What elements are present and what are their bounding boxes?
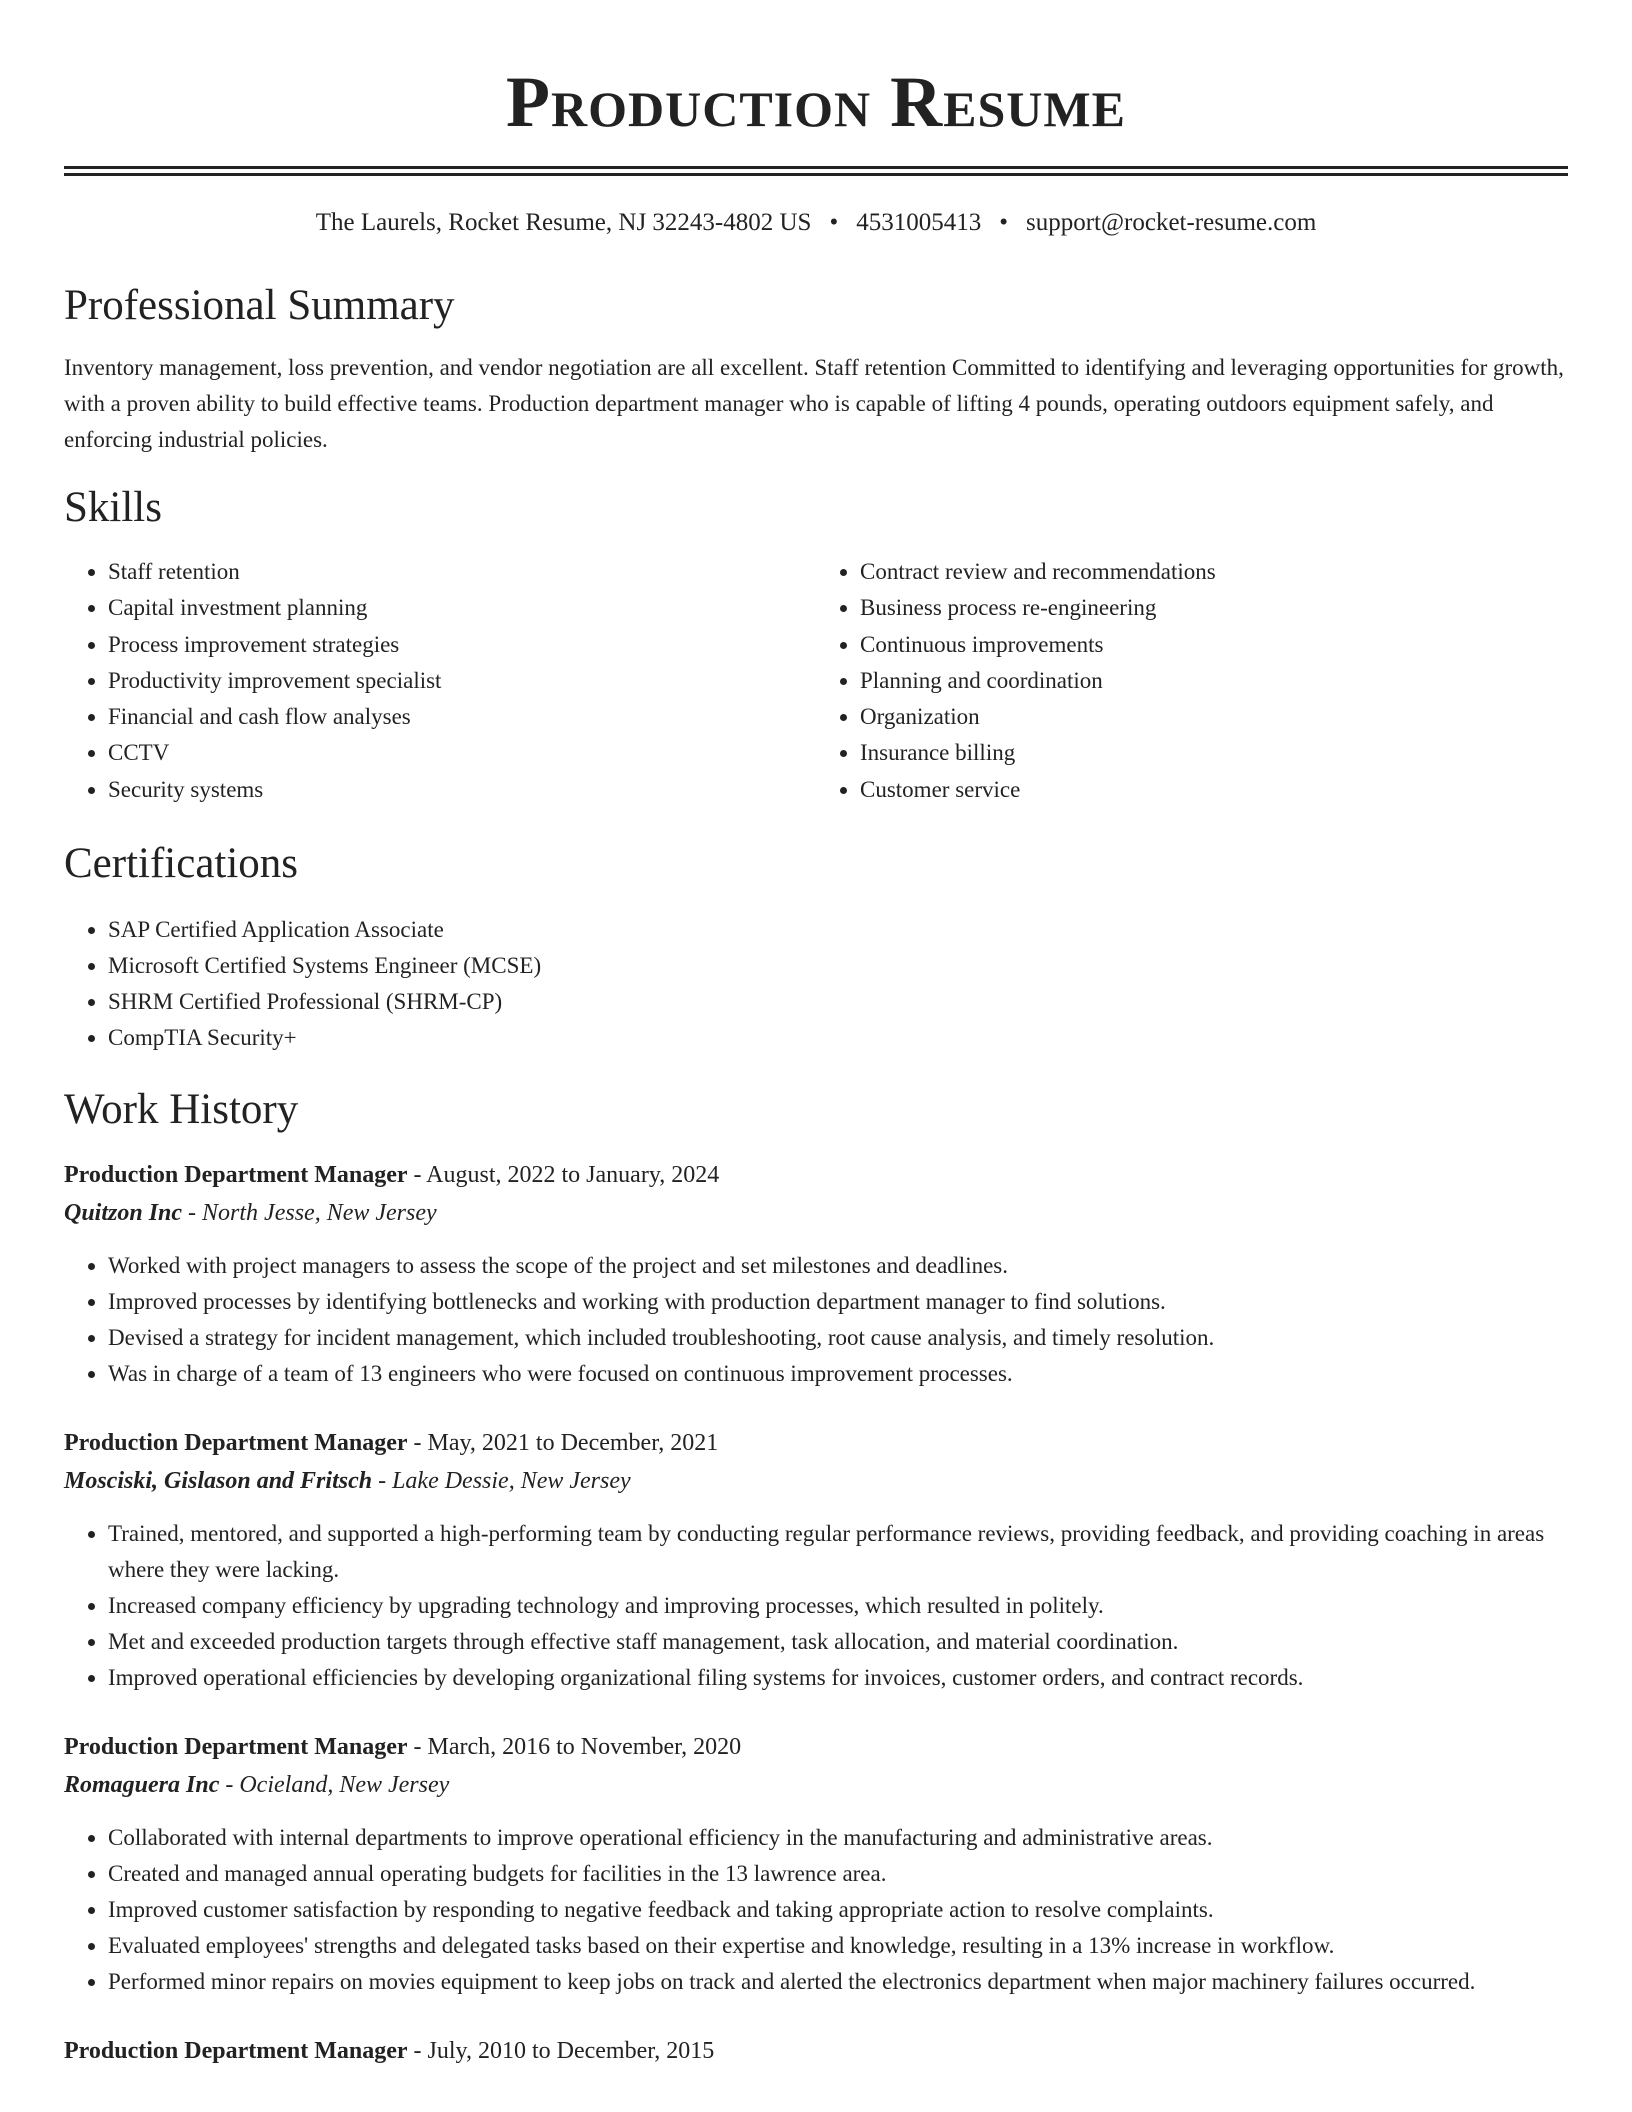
job-bullet: • Evaluated employees' strengths and delegated tasks based on their expertise and knowledge, resulting in a 13% increase in workflow.	[108, 1928, 1568, 1964]
contact-address: The Laurels, Rocket Resume, NJ 32243-4802 US	[315, 209, 812, 236]
job-bullet: • Improved processes by identifying bottlenecks and working with production department manager to find solutions.	[108, 1284, 1568, 1320]
job-title-line	[64, 2032, 1568, 2070]
job-company-line	[64, 1462, 1568, 1500]
job-bullet: • Created and managed annual operating budgets for facilities in the 13 lawrence area.	[108, 1856, 1568, 1892]
job-bullet: • Collaborated with internal departments to improve operational efficiency in the manufacturing and administrative areas.	[108, 1820, 1568, 1856]
job-title-line	[64, 1424, 1568, 1462]
job-dates: - March, 2016 to November, 2020	[407, 1734, 742, 1761]
skills-right-list	[816, 554, 1568, 808]
job-bullet: • Was in charge of a team of 13 engineers who were focused on continuous improvement processes.	[108, 1356, 1568, 1392]
contact-email: support@rocket-resume.com	[1026, 209, 1317, 236]
certification-item: • SAP Certified Application Associate	[108, 912, 1568, 948]
job-title: Production Department Manager	[64, 1734, 408, 1761]
job-title-line	[64, 1156, 1568, 1194]
job-bullet: • Met and exceeded production targets through effective staff management, task allocation, and material coordination.	[108, 1624, 1568, 1660]
summary-text: Inventory management, loss prevention, and vendor negotiation are all excellent. Staff retention Committed to identifying and leveraging opportunities for growth, with a proven ability to build effective teams. Production department manager who is capable of lifting 4 pounds, operating outdoors equipment safely, and enforcing industrial policies.	[64, 355, 1564, 452]
skill-item: • Capital investment planning	[108, 590, 816, 626]
job-company-line	[64, 1194, 1568, 1232]
job-entry	[64, 2032, 1568, 2070]
summary-heading: Professional Summary	[64, 282, 455, 329]
job-bullet: • Improved operational efficiencies by developing organizational filing systems for invoices, customer orders, and contract records.	[108, 1660, 1568, 1696]
work-history-heading: Work History	[64, 1086, 299, 1134]
contact-separator: •	[999, 209, 1008, 236]
job-title: Production Department Manager	[64, 1162, 408, 1189]
job-bullets	[64, 1248, 1568, 1392]
contact-phone: 4531005413	[856, 209, 982, 236]
skill-item: • Customer service	[860, 772, 1568, 808]
job-entry	[64, 1728, 1568, 2000]
job-company-line	[64, 1766, 1568, 1804]
job-bullet: • Trained, mentored, and supported a high-performing team by conducting regular performance reviews, providing feedback, and providing coaching in areas where they were lacking.	[108, 1516, 1568, 1588]
job-location: - Ocieland, New Jersey	[219, 1772, 450, 1799]
skills-heading: Skills	[64, 484, 162, 531]
title-double-rule	[64, 166, 1568, 176]
skill-item: • Contract review and recommendations	[860, 554, 1568, 590]
skills-columns	[64, 554, 1568, 808]
job-title: Production Department Manager	[64, 1430, 408, 1457]
skill-item: • Security systems	[108, 772, 816, 808]
skill-item: • Continuous improvements	[860, 627, 1568, 663]
job-bullet: • Improved customer satisfaction by responding to negative feedback and taking appropriate action to resolve complaints.	[108, 1892, 1568, 1928]
job-location: - Lake Dessie, New Jersey	[372, 1468, 631, 1495]
skill-item: • Staff retention	[108, 554, 816, 590]
job-entry	[64, 1424, 1568, 1696]
skill-item: • Organization	[860, 699, 1568, 735]
job-company: Mosciski, Gislason and Fritsch	[64, 1468, 373, 1495]
job-bullets	[64, 1516, 1568, 1696]
job-bullet: • Worked with project managers to assess the scope of the project and set milestones and deadlines.	[108, 1248, 1568, 1284]
job-bullet: • Performed minor repairs on movies equipment to keep jobs on track and alerted the electronics department when major machinery failures occurred.	[108, 1964, 1568, 2000]
job-title: Production Department Manager	[64, 2038, 408, 2065]
certification-item: • Microsoft Certified Systems Engineer (MCSE)	[108, 948, 1568, 984]
skill-item: • Process improvement strategies	[108, 627, 816, 663]
job-entry	[64, 1156, 1568, 1392]
skills-left-list	[64, 554, 816, 808]
job-company: Romaguera Inc	[64, 1772, 220, 1799]
skill-item: • Insurance billing	[860, 735, 1568, 771]
job-location: - North Jesse, New Jersey	[182, 1200, 437, 1227]
skill-item: • Financial and cash flow analyses	[108, 699, 816, 735]
job-bullet: • Devised a strategy for incident management, which included troubleshooting, root cause analysis, and timely resolution.	[108, 1320, 1568, 1356]
job-dates: - May, 2021 to December, 2021	[407, 1430, 719, 1457]
contact-separator: •	[829, 209, 839, 236]
job-bullets	[64, 1820, 1568, 2000]
job-dates: - July, 2010 to December, 2015	[407, 2038, 715, 2065]
skill-item: • Productivity improvement specialist	[108, 663, 816, 699]
skill-item: • CCTV	[108, 735, 816, 771]
certification-item: • CompTIA Security+	[108, 1020, 1568, 1056]
certifications-list	[64, 912, 1568, 1056]
job-dates: - August, 2022 to January, 2024	[407, 1162, 720, 1189]
resume-title: Production Resume	[506, 62, 1126, 142]
contact-line	[64, 206, 1568, 240]
certifications-heading: Certifications	[64, 840, 299, 888]
job-bullet: • Increased company efficiency by upgrading technology and improving processes, which resulted in politely.	[108, 1588, 1568, 1624]
skill-item: • Business process re-engineering	[860, 590, 1568, 626]
skill-item: • Planning and coordination	[860, 663, 1568, 699]
job-title-line	[64, 1728, 1568, 1766]
job-company: Quitzon Inc	[64, 1200, 183, 1227]
resume-page	[64, 0, 1568, 2070]
certification-item: • SHRM Certified Professional (SHRM-CP)	[108, 984, 1568, 1020]
